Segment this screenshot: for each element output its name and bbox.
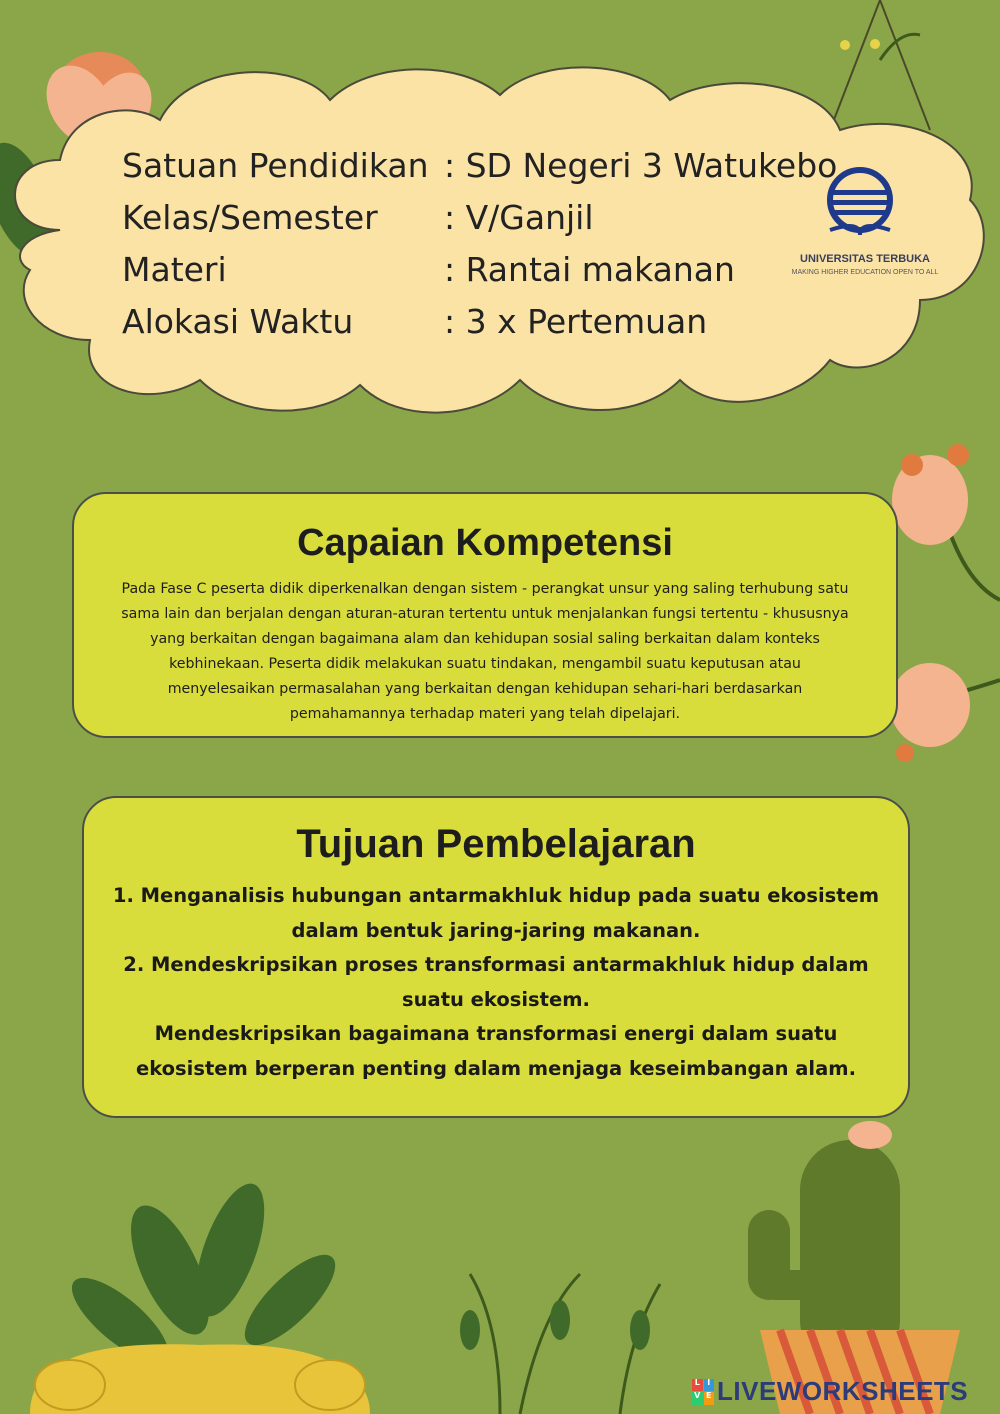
capaian-kompetensi-card (72, 492, 898, 738)
tujuan-item: Mendeskripsikan bagaimana transformasi energi dalam suatu ekosistem berperan penting dalam menjaga keseimbangan alam. (135, 1022, 856, 1080)
capaian-body: Pada Fase C peserta didik diperkenalkan dengan sistem - perangkat unsur yang saling terhubung satu sama lain dan berjalan dengan aturan-aturan tertentu untuk menjalankan fungsi tertentu - khususnya yang berkaitan dengan bagaimana alam dan kehidupan sosial saling berkaitan dalam konteks kebhinekaan. Peserta didik melakukan suatu tindakan, mengambil suatu keputusan atau menyelesaikan permasalahan yang berkaitan dengan kehidupan sehari-hari berdasarkan pemahamannya terhadap materi yang telah dipelajari. (121, 581, 849, 722)
capaian-title: Capaian Kompetensi (297, 522, 673, 564)
cactus-icon (748, 1121, 960, 1414)
info-label: Satuan Pendidikan (122, 146, 429, 185)
info-value: : Rantai makanan (444, 250, 735, 289)
potted-plant-icon (30, 1175, 370, 1414)
tujuan-pembelajaran-card (82, 796, 910, 1118)
hanging-plant-icon (830, 0, 930, 130)
logo-name: UNIVERSITAS TERBUKA (800, 253, 930, 265)
tujuan-item: 1. Menganalisis hubungan antarmakhluk hidup pada suatu ekosistem dalam bentuk jaring-jaring makanan. (112, 884, 880, 942)
info-row-kelas-semester (122, 192, 837, 244)
info-row-alokasi-waktu (122, 296, 837, 348)
info-label: Materi (122, 250, 227, 289)
info-value: : V/Ganjil (444, 198, 594, 237)
info-label: Alokasi Waktu (122, 302, 354, 341)
watermark-text: LIVEWORKSHEETS (717, 1376, 969, 1406)
tujuan-title: Tujuan Pembelajaran (296, 822, 696, 866)
header-info (122, 140, 837, 348)
info-row-satuan-pendidikan (122, 140, 837, 192)
liveworksheets-logo-icon: L I V E (692, 1379, 714, 1405)
flower-right-icon (890, 444, 1000, 762)
info-label: Kelas/Semester (122, 198, 378, 237)
tujuan-list (104, 879, 888, 1086)
info-value: : 3 x Pertemuan (444, 302, 708, 341)
info-row-materi (122, 244, 837, 296)
fern-icon (460, 1274, 660, 1414)
liveworksheets-watermark[interactable] (692, 1376, 968, 1407)
logo-tagline: MAKING HIGHER EDUCATION OPEN TO ALL (791, 269, 939, 276)
tujuan-item: 2. Mendeskripsikan proses transformasi antarmakhluk hidup dalam suatu ekosistem. (123, 953, 869, 1011)
info-value: : SD Negeri 3 Watukebo (444, 146, 838, 185)
